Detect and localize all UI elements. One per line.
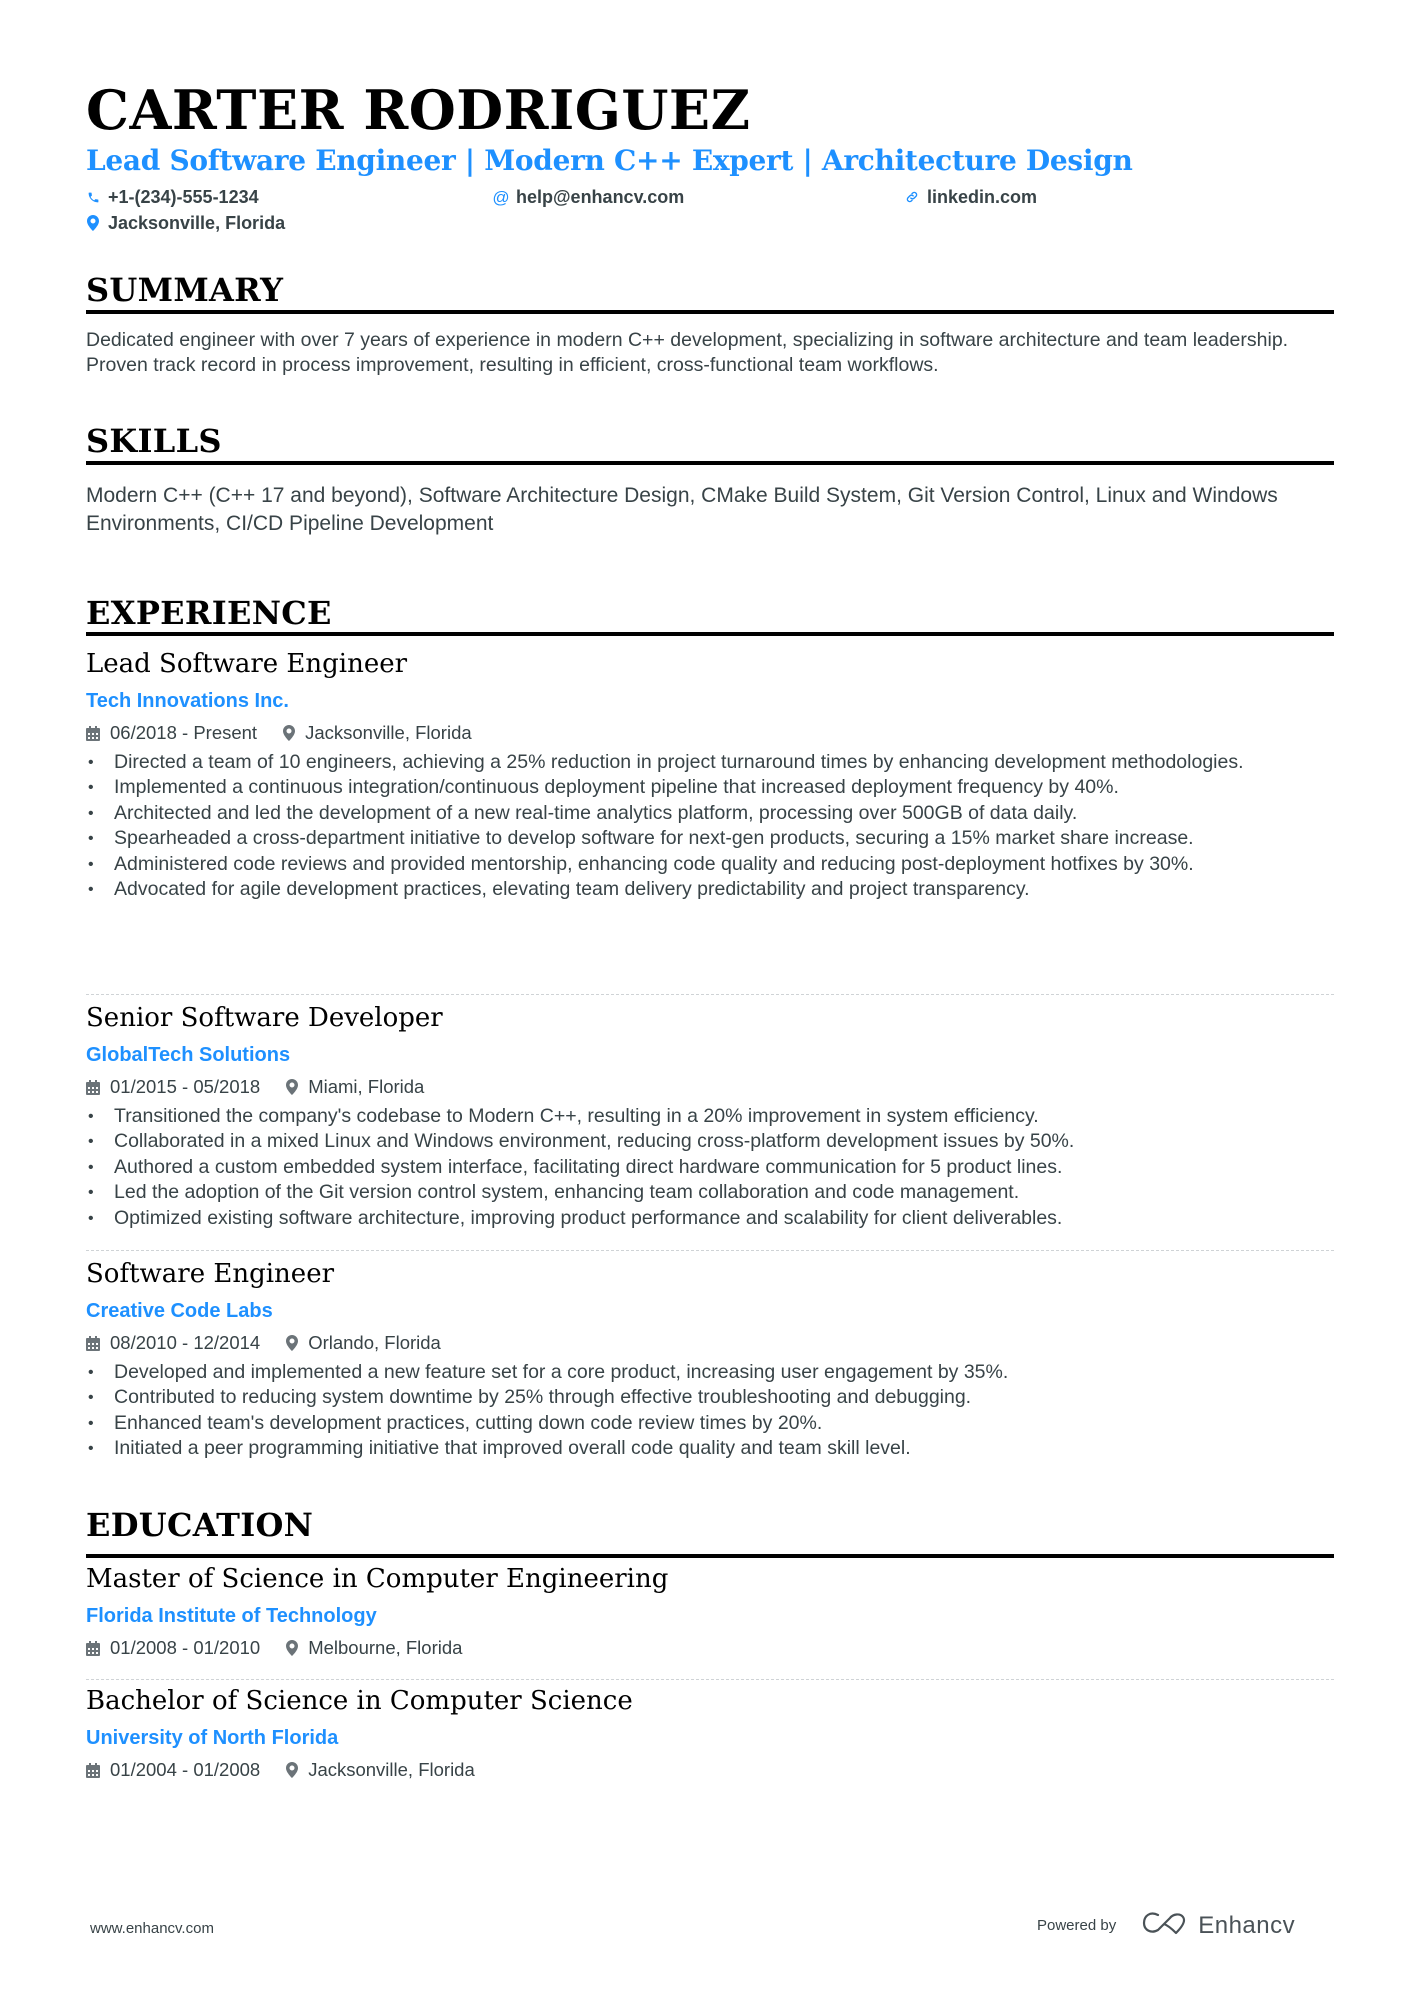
brand-name: Enhancv — [1198, 1911, 1296, 1939]
bullet-item: • Developed and implemented a new feature set for a core product, increasing user engagement by 35%. — [86, 1360, 1333, 1386]
experience-divider — [86, 632, 1334, 636]
bullet-item: • Implemented a continuous integration/continuous deployment pipeline that increased deployment frequency by 40%. — [86, 775, 1333, 801]
bullet-item: • Transitioned the company's codebase to Modern C++, resulting in a 20% improvement in system efficiency. — [86, 1104, 1333, 1130]
experience-item — [86, 1005, 1333, 1231]
phone-icon — [86, 190, 100, 205]
job-bullets — [86, 1360, 1333, 1462]
summary-text: Dedicated engineer with over 7 years of experience in modern C++ development, specializing in software architecture and team leadership. Proven track record in process improvement, resulting in efficient, cross-functional team workflows. — [86, 329, 1289, 376]
skills-heading: SKILLS — [86, 422, 222, 460]
phone-value[interactable]: +1-(234)-555-1234 — [108, 187, 259, 207]
education-location: Melbourne, Florida — [308, 1637, 463, 1658]
bullet-item: • Optimized existing software architecture, improving product performance and scalability for client deliverables. — [86, 1206, 1333, 1232]
at-icon: @ — [492, 187, 510, 207]
school-name[interactable]: University of North Florida — [86, 1727, 339, 1749]
contact-linkedin — [905, 188, 1037, 206]
item-divider — [86, 1250, 1334, 1251]
contact-email — [494, 188, 684, 206]
bullet-item: • Authored a custom embedded system interface, facilitating direct hardware communication for 5 product lines. — [86, 1155, 1333, 1181]
job-meta — [86, 1078, 1333, 1097]
school-name[interactable]: Florida Institute of Technology — [86, 1605, 377, 1627]
location-pin-icon — [286, 1640, 298, 1656]
job-title: Lead Software Engineer — [86, 649, 408, 679]
job-meta — [86, 1334, 1333, 1353]
company-name[interactable]: Creative Code Labs — [86, 1300, 273, 1322]
education-meta — [86, 1639, 1333, 1658]
job-meta — [86, 724, 1333, 743]
education-dates: 01/2004 - 01/2008 — [110, 1759, 261, 1780]
experience-item — [86, 651, 1333, 903]
calendar-icon — [86, 1080, 100, 1095]
job-location: Orlando, Florida — [308, 1332, 441, 1353]
bullet-item: • Advocated for agile development practices, elevating team delivery predictability and project transparency. — [86, 877, 1333, 903]
bullet-item: • Led the adoption of the Git version control system, enhancing team collaboration and code management. — [86, 1180, 1333, 1206]
company-name[interactable]: Tech Innovations Inc. — [86, 690, 289, 712]
location-pin-icon — [86, 215, 100, 231]
calendar-icon — [86, 1641, 100, 1656]
candidate-name: CARTER RODRIGUEZ — [86, 78, 751, 142]
experience-item — [86, 1261, 1333, 1462]
degree-title: Master of Science in Computer Engineering — [86, 1564, 669, 1594]
company-name[interactable]: GlobalTech Solutions — [86, 1044, 291, 1066]
powered-by-label: Powered by — [1037, 1917, 1117, 1934]
education-heading: EDUCATION — [86, 1506, 314, 1544]
summary-heading: SUMMARY — [86, 271, 284, 309]
email-value[interactable]: help@enhancv.com — [516, 187, 685, 207]
calendar-icon — [86, 1336, 100, 1351]
degree-title: Bachelor of Science in Computer Science — [86, 1686, 633, 1716]
location-value: Jacksonville, Florida — [108, 213, 286, 233]
link-icon — [905, 190, 919, 204]
location-pin-icon — [286, 1762, 298, 1778]
calendar-icon — [86, 1763, 100, 1778]
linkedin-value[interactable]: linkedin.com — [927, 187, 1038, 207]
bullet-item: • Enhanced team's development practices, cutting down code review times by 20%. — [86, 1411, 1333, 1437]
bullet-item: • Spearheaded a cross-department initiative to develop software for next-gen products, securing a 15% market share increase. — [86, 826, 1333, 852]
education-divider — [86, 1554, 1334, 1558]
location-pin-icon — [283, 725, 295, 741]
footer-website[interactable]: www.enhancv.com — [90, 1920, 214, 1937]
job-dates: 01/2015 - 05/2018 — [110, 1076, 261, 1097]
education-dates: 01/2008 - 01/2010 — [110, 1637, 261, 1658]
job-location: Miami, Florida — [308, 1076, 425, 1097]
enhancv-logo-icon — [1142, 1910, 1188, 1941]
job-dates: 06/2018 - Present — [110, 722, 258, 743]
job-dates: 08/2010 - 12/2014 — [110, 1332, 261, 1353]
job-title: Senior Software Developer — [86, 1003, 443, 1033]
bullet-item: • Contributed to reducing system downtime by 25% through effective troubleshooting and debugging. — [86, 1385, 1333, 1411]
skills-divider — [86, 461, 1334, 465]
footer-branding — [1037, 1910, 1295, 1941]
location-pin-icon — [286, 1079, 298, 1095]
location-pin-icon — [286, 1335, 298, 1351]
skills-text: Modern C++ (C++ 17 and beyond), Software Architecture Design, CMake Build System, Git Version Control, Linux and Windows Environments, CI/CD Pipeline Development — [86, 484, 1278, 535]
job-title: Software Engineer — [86, 1259, 335, 1289]
education-item — [86, 1688, 1333, 1780]
bullet-item: • Architected and led the development of a new real-time analytics platform, processing over 500GB of data daily. — [86, 801, 1333, 827]
job-location: Jacksonville, Florida — [305, 722, 472, 743]
candidate-tagline: Lead Software Engineer | Modern C++ Expert | Architecture Design — [86, 144, 1133, 177]
summary-divider — [86, 310, 1334, 314]
bullet-item: • Initiated a peer programming initiative that improved overall code quality and team skill level. — [86, 1436, 1333, 1462]
education-meta — [86, 1761, 1333, 1780]
bullet-item: • Directed a team of 10 engineers, achieving a 25% reduction in project turnaround times by enhancing development methodologies. — [86, 750, 1333, 776]
contact-location — [86, 214, 285, 232]
bullet-item: • Collaborated in a mixed Linux and Windows environment, reducing cross-platform development issues by 50%. — [86, 1129, 1333, 1155]
item-divider — [86, 994, 1334, 995]
education-item — [86, 1566, 1333, 1658]
job-bullets — [86, 1104, 1333, 1232]
item-divider — [86, 1679, 1334, 1680]
experience-heading: EXPERIENCE — [86, 594, 332, 632]
bullet-item: • Administered code reviews and provided mentorship, enhancing code quality and reducing post-deployment hotfixes by 30%. — [86, 852, 1333, 878]
calendar-icon — [86, 726, 100, 741]
job-bullets — [86, 750, 1333, 904]
contact-phone — [86, 188, 259, 206]
education-location: Jacksonville, Florida — [308, 1759, 475, 1780]
